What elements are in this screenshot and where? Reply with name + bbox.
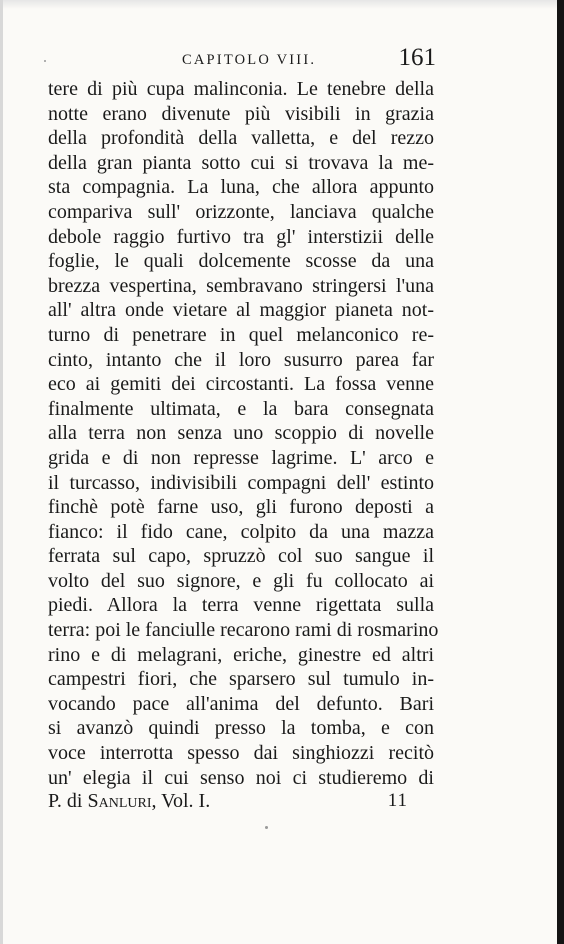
page-header bbox=[160, 46, 436, 76]
text-line: terra: poi le fanciulle recarono rami di rosmarino bbox=[48, 619, 439, 642]
text-line: piedi. Allora la terra venne rigettata sulla bbox=[48, 594, 434, 617]
text-line: grida e di non represse lagrime. L' arco e bbox=[48, 446, 434, 469]
text-line: compariva sull' orizzonte, lanciava qualche bbox=[48, 200, 434, 223]
text-line: della gran pianta sotto cui si trovava la me- bbox=[48, 151, 434, 174]
signature-mark: 11 bbox=[387, 790, 408, 811]
text-line: finalmente ultimata, e la bara consegnata bbox=[48, 397, 434, 420]
text-line: un' elegia il cui senso noi ci studieremo di bbox=[48, 766, 434, 789]
page-number: 161 bbox=[398, 44, 436, 71]
page-left-edge bbox=[0, 0, 3, 944]
signature-prefix: P. di bbox=[48, 790, 88, 812]
page-top-edge bbox=[0, 0, 564, 9]
paper-speck bbox=[44, 60, 46, 62]
text-line: turno di penetrare in quel melanconico re- bbox=[48, 323, 434, 346]
text-line: notte erano divenute più visibili in grazia bbox=[48, 102, 434, 125]
text-line: ferrata sul capo, spruzzò col suo sangue il bbox=[48, 545, 434, 568]
text-line: foglie, le quali dolcemente scosse da una bbox=[48, 250, 434, 273]
text-line: fianco: il fido cane, colpito da una mazza bbox=[48, 520, 434, 543]
text-line: rino e di melagrani, eriche, ginestre ed altri bbox=[48, 643, 434, 666]
text-line: brezza vespertina, sembravano stringersi l'una bbox=[48, 274, 434, 297]
page-right-edge bbox=[557, 0, 564, 944]
text-line: il turcasso, indivisibili compagni dell' estinto bbox=[48, 471, 434, 494]
text-line: debole raggio furtivo tra gl' interstizii delle bbox=[48, 225, 434, 248]
page-footer bbox=[48, 790, 408, 818]
paper-speck bbox=[265, 826, 268, 829]
signature-line bbox=[48, 790, 210, 813]
text-line: campestri fiori, che sparsero sul tumulo in- bbox=[48, 668, 434, 691]
text-line: volto del suo signore, e gli fu collocato ai bbox=[48, 569, 434, 592]
signature-suffix: , Vol. I. bbox=[151, 790, 211, 812]
text-line: sta compagnia. La luna, che allora appunto bbox=[48, 176, 434, 199]
text-line: tere di più cupa malinconia. Le tenebre della bbox=[48, 78, 434, 100]
text-line: all' altra onde vietare al maggior pianeta not- bbox=[48, 299, 434, 322]
text-line: eco ai gemiti dei circostanti. La fossa venne bbox=[48, 373, 434, 396]
text-line: finchè potè farne uso, gli furono deposti a bbox=[48, 496, 434, 519]
body-text bbox=[48, 77, 439, 790]
text-line: della profondità della valletta, e del rezzo bbox=[48, 127, 434, 150]
running-title: CAPITOLO VIII. bbox=[182, 52, 317, 68]
text-line: vocando pace all'anima del defunto. Bari bbox=[48, 692, 434, 715]
text-line: si avanzò quindi presso la tomba, e con bbox=[48, 717, 434, 740]
text-line: cinto, intanto che il loro susurro parea far bbox=[48, 348, 434, 371]
text-line: alla terra non senza uno scoppio di novelle bbox=[48, 422, 434, 445]
text-line: voce interrotta spesso dai singhiozzi recitò bbox=[48, 742, 434, 765]
signature-name: Sanluri bbox=[87, 790, 152, 812]
